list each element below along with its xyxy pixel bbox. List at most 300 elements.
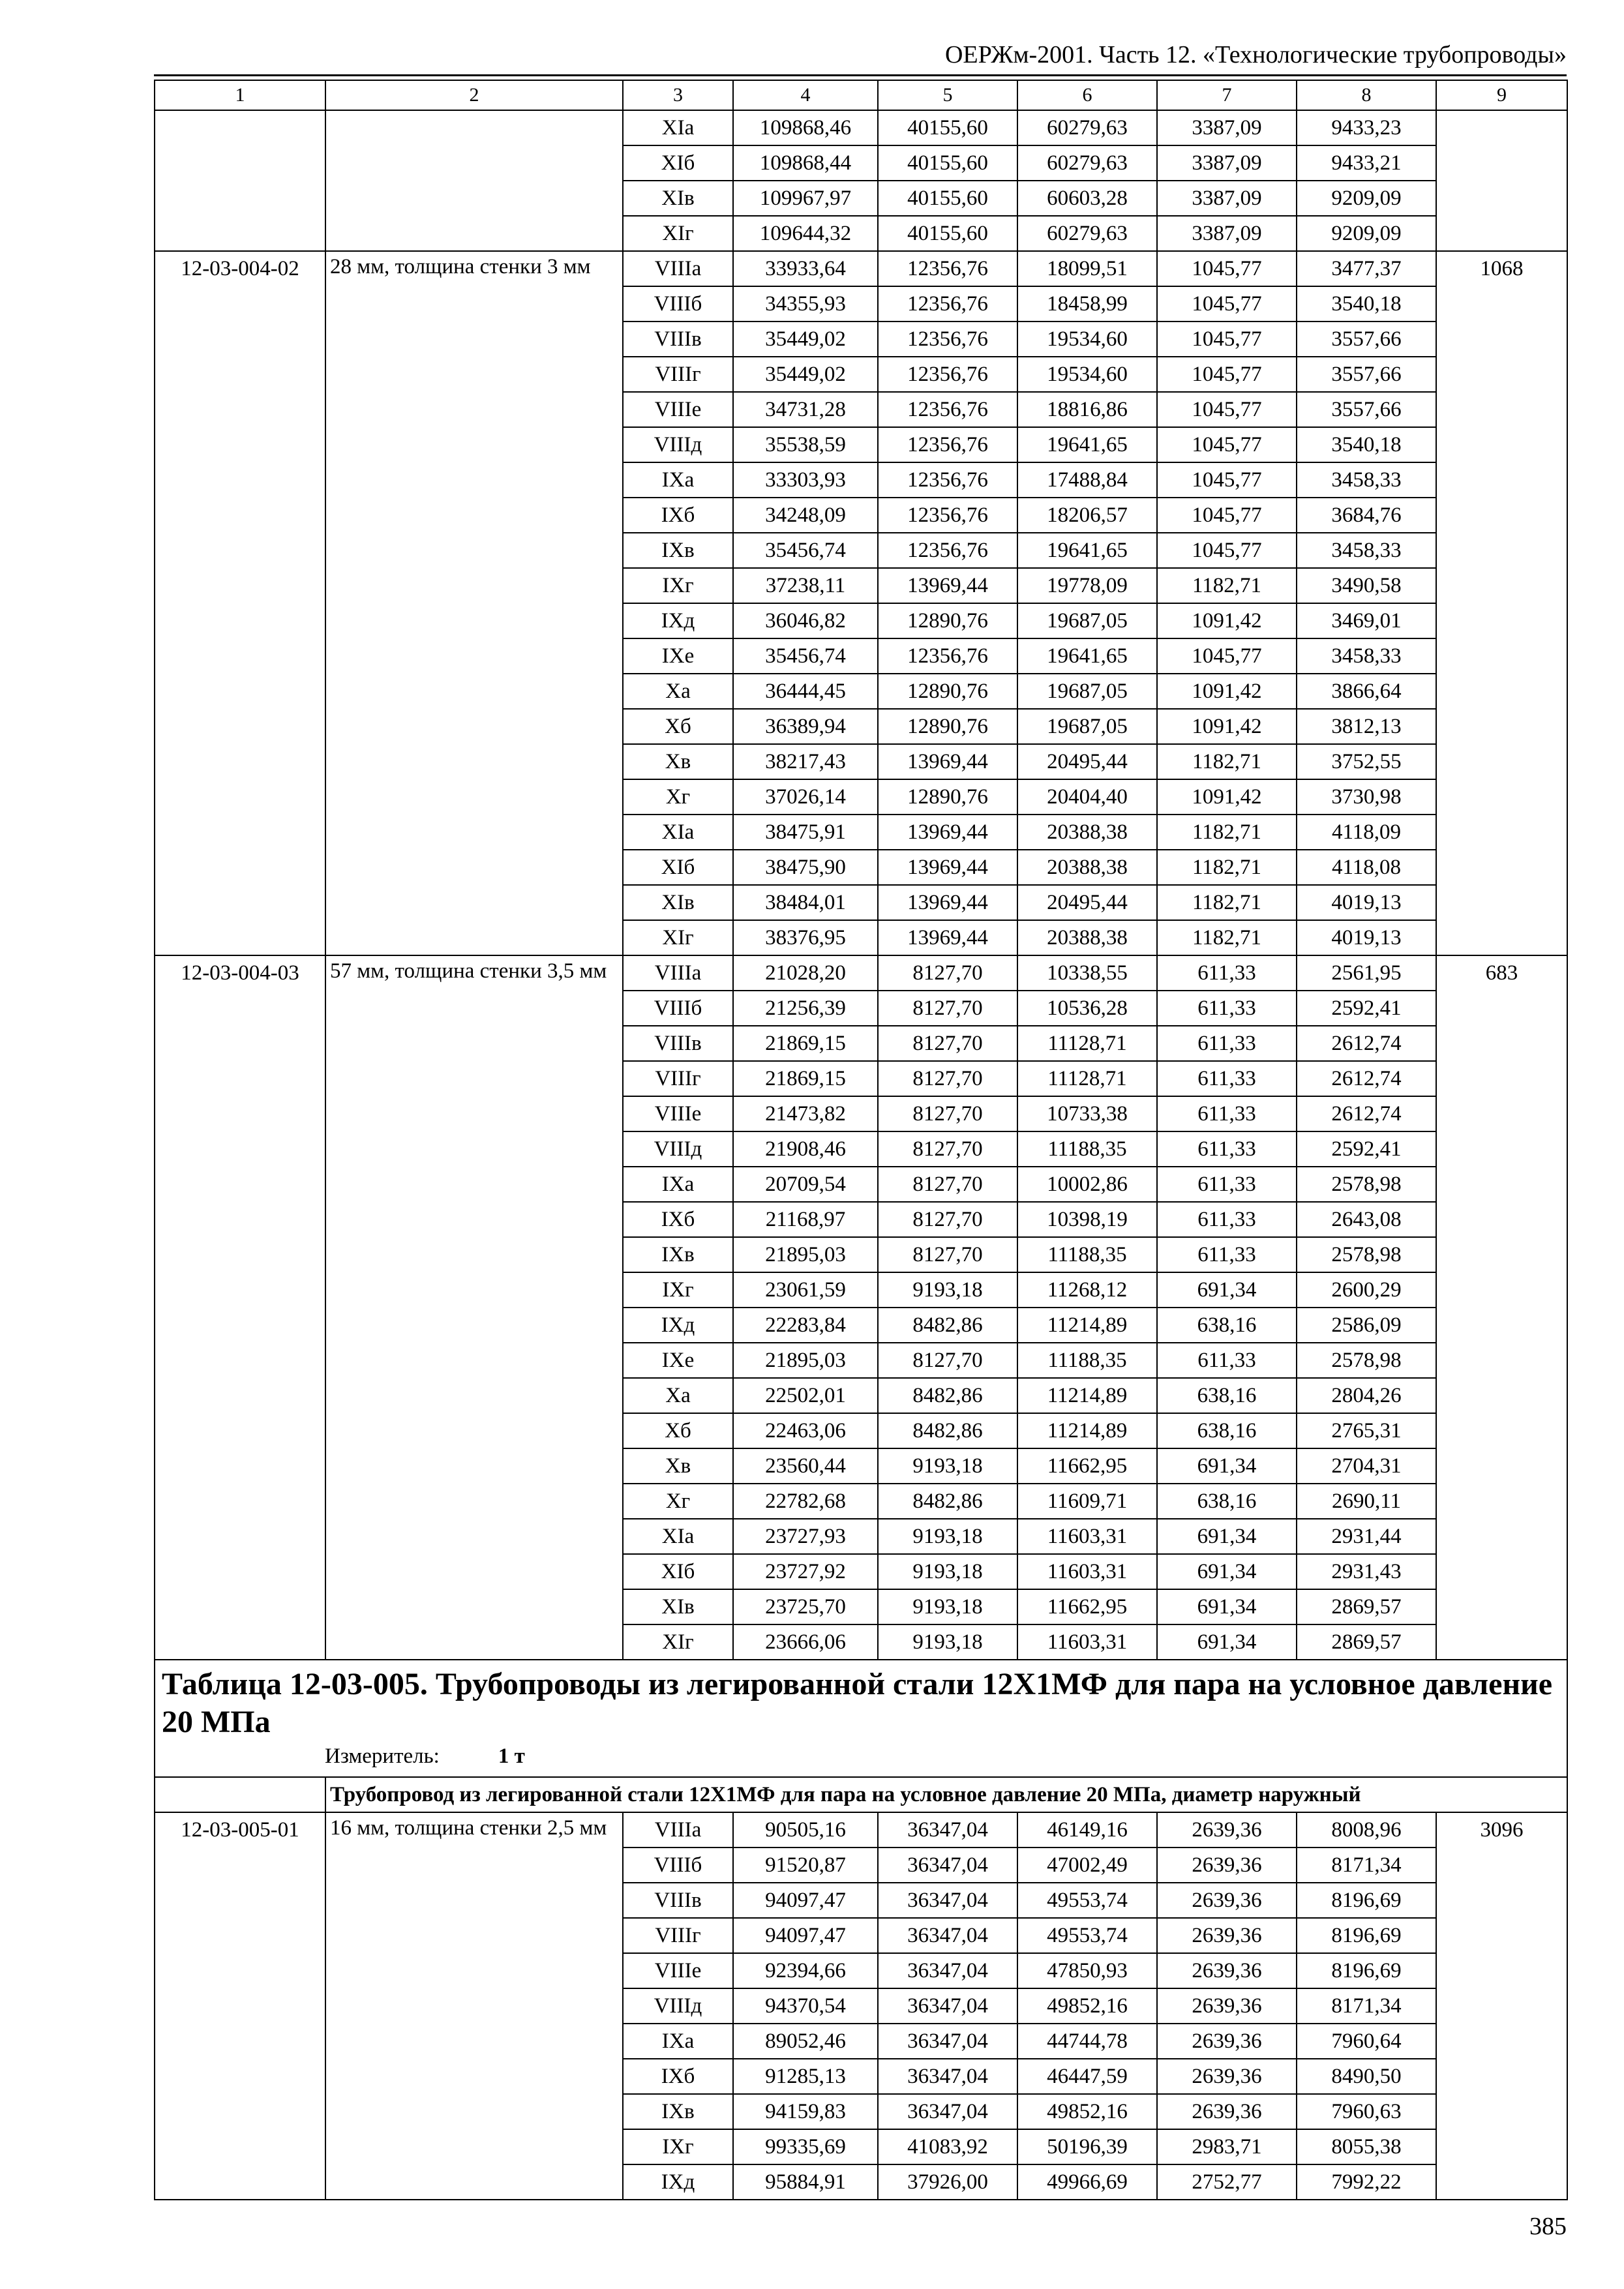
value-cell: 1182,71 [1157,885,1297,920]
zone-cell: IXе [623,1343,733,1378]
value-cell: 11603,31 [1017,1519,1157,1554]
value-cell: 11609,71 [1017,1484,1157,1519]
value-cell: 33303,93 [733,462,878,498]
value-cell: 36444,45 [733,674,878,709]
value-cell: 9209,09 [1297,181,1436,216]
value-cell: 4019,13 [1297,885,1436,920]
value-cell: 12890,76 [878,603,1017,638]
value-cell: 23666,06 [733,1624,878,1660]
zone-cell: VIIIб [623,991,733,1026]
column-number: 1 [155,80,325,110]
value-cell: 22463,06 [733,1413,878,1448]
table-row [155,955,1567,991]
zone-cell: XIв [623,1589,733,1624]
value-cell: 11188,35 [1017,1131,1157,1167]
value-cell: 49553,74 [1017,1918,1157,1953]
value-cell: 8196,69 [1297,1918,1436,1953]
value-cell: 10398,19 [1017,1202,1157,1237]
value-cell: 691,34 [1157,1554,1297,1589]
value-cell: 60279,63 [1017,216,1157,251]
value-cell: 23727,93 [733,1519,878,1554]
zone-cell: VIIIе [623,1953,733,1988]
value-cell: 37238,11 [733,568,878,603]
zone-cell: IXа [623,1167,733,1202]
column-number: 7 [1157,80,1297,110]
value-cell: 94097,47 [733,1883,878,1918]
value-cell: 2578,98 [1297,1237,1436,1272]
value-cell: 2612,74 [1297,1061,1436,1096]
value-cell: 7960,64 [1297,2024,1436,2059]
value-cell: 23061,59 [733,1272,878,1308]
value-cell: 2561,95 [1297,955,1436,991]
value-cell: 3684,76 [1297,498,1436,533]
zone-cell: IXа [623,462,733,498]
value-cell: 3477,37 [1297,251,1436,286]
value-cell: 13969,44 [878,920,1017,955]
value-cell: 1045,77 [1157,322,1297,357]
value-cell: 1182,71 [1157,744,1297,779]
zone-cell: VIIIд [623,427,733,462]
value-cell: 21895,03 [733,1237,878,1272]
value-cell: 49553,74 [1017,1883,1157,1918]
value-cell: 3458,33 [1297,462,1436,498]
value-cell: 691,34 [1157,1624,1297,1660]
value-cell: 60279,63 [1017,145,1157,181]
value-cell: 3730,98 [1297,779,1436,815]
value-cell: 12356,76 [878,533,1017,568]
value-cell: 109967,97 [733,181,878,216]
value-cell: 21168,97 [733,1202,878,1237]
value-cell: 36347,04 [878,1918,1017,1953]
value-cell: 34355,93 [733,286,878,322]
value-cell: 33933,64 [733,251,878,286]
value-cell: 8127,70 [878,991,1017,1026]
value-cell: 109868,46 [733,110,878,145]
value-cell: 8196,69 [1297,1953,1436,1988]
value-cell: 3752,55 [1297,744,1436,779]
value-cell: 12890,76 [878,674,1017,709]
value-cell: 691,34 [1157,1519,1297,1554]
value-cell: 8127,70 [878,1096,1017,1131]
value-cell: 2592,41 [1297,991,1436,1026]
value-cell: 3490,58 [1297,568,1436,603]
value-cell: 2639,36 [1157,2024,1297,2059]
value-cell: 36347,04 [878,2024,1017,2059]
value-cell: 19687,05 [1017,674,1157,709]
zone-cell: VIIIд [623,1988,733,2024]
value-cell: 3458,33 [1297,533,1436,568]
value-cell: 1091,42 [1157,603,1297,638]
value-cell: 2612,74 [1297,1026,1436,1061]
value-cell: 109868,44 [733,145,878,181]
value-cell: 94097,47 [733,1918,878,1953]
value-cell: 8127,70 [878,1343,1017,1378]
value-cell: 91285,13 [733,2059,878,2094]
value-cell: 21869,15 [733,1061,878,1096]
subheader-blank [155,1777,325,1812]
zone-cell: Xг [623,779,733,815]
value-cell: 2869,57 [1297,1589,1436,1624]
value-cell: 36347,04 [878,2094,1017,2129]
zone-cell: VIIIд [623,1131,733,1167]
value-cell: 22283,84 [733,1308,878,1343]
value-cell: 10733,38 [1017,1096,1157,1131]
value-cell: 2643,08 [1297,1202,1436,1237]
value-cell: 13969,44 [878,885,1017,920]
value-cell: 46447,59 [1017,2059,1157,2094]
value-cell: 3557,66 [1297,357,1436,392]
table-title-row [155,1660,1567,1777]
column-number: 6 [1017,80,1157,110]
value-cell: 12890,76 [878,709,1017,744]
value-cell: 3458,33 [1297,638,1436,674]
value-cell: 38475,91 [733,815,878,850]
zone-cell: XIа [623,815,733,850]
zone-cell: VIIIа [623,955,733,991]
value-cell: 11188,35 [1017,1237,1157,1272]
value-cell: 19641,65 [1017,638,1157,674]
value-cell: 21028,20 [733,955,878,991]
value-cell: 20388,38 [1017,850,1157,885]
value-cell: 38376,95 [733,920,878,955]
value-cell: 611,33 [1157,1202,1297,1237]
value-cell: 36347,04 [878,1988,1017,2024]
zone-cell: IXб [623,2059,733,2094]
value-cell: 1045,77 [1157,286,1297,322]
value-cell: 8482,86 [878,1308,1017,1343]
value-cell: 9193,18 [878,1554,1017,1589]
value-cell: 34248,09 [733,498,878,533]
zone-cell: XIб [623,850,733,885]
value-cell: 21473,82 [733,1096,878,1131]
value-cell: 611,33 [1157,991,1297,1026]
value-cell: 2983,71 [1157,2129,1297,2164]
value-cell: 95884,91 [733,2164,878,2200]
value-cell: 611,33 [1157,1026,1297,1061]
value-cell: 2931,43 [1297,1554,1436,1589]
zone-cell: XIа [623,110,733,145]
value-cell: 8127,70 [878,1167,1017,1202]
measure-label: Измеритель: [325,1744,440,1768]
value-cell: 23560,44 [733,1448,878,1484]
item-weight: 3096 [1436,1812,1567,2200]
value-cell: 1091,42 [1157,709,1297,744]
value-cell: 1045,77 [1157,357,1297,392]
value-cell: 36389,94 [733,709,878,744]
zone-cell: IXв [623,2094,733,2129]
value-cell: 20495,44 [1017,885,1157,920]
value-cell: 2804,26 [1297,1378,1436,1413]
item-weight: 1068 [1436,251,1567,955]
zone-cell: XIг [623,920,733,955]
column-number: 5 [878,80,1017,110]
value-cell: 35538,59 [733,427,878,462]
value-cell: 49852,16 [1017,2094,1157,2129]
value-cell: 44744,78 [1017,2024,1157,2059]
value-cell: 17488,84 [1017,462,1157,498]
page-number: 385 [1529,2213,1567,2240]
zone-cell: VIIIв [623,322,733,357]
value-cell: 1182,71 [1157,815,1297,850]
zone-cell: Xв [623,1448,733,1484]
value-cell: 18099,51 [1017,251,1157,286]
table-subheader: Трубопровод из легированной стали 12Х1МФ для пара на условное давление 20 МПа, диаметр наружный [325,1777,1567,1812]
zone-cell: IXг [623,2129,733,2164]
zone-cell: XIг [623,1624,733,1660]
value-cell: 1182,71 [1157,920,1297,955]
value-cell: 34731,28 [733,392,878,427]
value-cell: 1045,77 [1157,392,1297,427]
item-description [325,110,623,251]
value-cell: 60279,63 [1017,110,1157,145]
value-cell: 40155,60 [878,145,1017,181]
item-weight: 683 [1436,955,1567,1660]
value-cell: 11188,35 [1017,1343,1157,1378]
value-cell: 38475,90 [733,850,878,885]
value-cell: 3812,13 [1297,709,1436,744]
item-code: 12-03-004-02 [155,251,325,955]
value-cell: 19687,05 [1017,709,1157,744]
value-cell: 19641,65 [1017,427,1157,462]
value-cell: 2586,09 [1297,1308,1436,1343]
zone-cell: Xа [623,674,733,709]
zone-cell: IXд [623,603,733,638]
value-cell: 3469,01 [1297,603,1436,638]
item-code: 12-03-005-01 [155,1812,325,2200]
value-cell: 91520,87 [733,1848,878,1883]
table-title: Таблица 12-03-005. Трубопроводы из легированной стали 12Х1МФ для пара на условное давление 20 МПа [162,1667,1553,1739]
value-cell: 8055,38 [1297,2129,1436,2164]
value-cell: 35449,02 [733,357,878,392]
value-cell: 35449,02 [733,322,878,357]
value-cell: 4118,08 [1297,850,1436,885]
column-number: 2 [325,80,623,110]
value-cell: 22502,01 [733,1378,878,1413]
zone-cell: VIIIб [623,1848,733,1883]
zone-cell: IXб [623,498,733,533]
value-cell: 9193,18 [878,1589,1017,1624]
value-cell: 12356,76 [878,286,1017,322]
zone-cell: VIIIб [623,286,733,322]
value-cell: 4118,09 [1297,815,1436,850]
value-cell: 94159,83 [733,2094,878,2129]
value-cell: 2578,98 [1297,1343,1436,1378]
value-cell: 691,34 [1157,1448,1297,1484]
value-cell: 2704,31 [1297,1448,1436,1484]
value-cell: 36046,82 [733,603,878,638]
value-cell: 3387,09 [1157,216,1297,251]
column-number: 3 [623,80,733,110]
value-cell: 40155,60 [878,110,1017,145]
value-cell: 11214,89 [1017,1308,1157,1343]
value-cell: 10002,86 [1017,1167,1157,1202]
value-cell: 21869,15 [733,1026,878,1061]
value-cell: 19778,09 [1017,568,1157,603]
value-cell: 1045,77 [1157,498,1297,533]
value-cell: 611,33 [1157,1096,1297,1131]
value-cell: 3557,66 [1297,392,1436,427]
measure-value: 1 т [498,1744,525,1768]
value-cell: 18816,86 [1017,392,1157,427]
value-cell: 46149,16 [1017,1812,1157,1848]
zone-cell: IXа [623,2024,733,2059]
value-cell: 12356,76 [878,392,1017,427]
zone-cell: VIIIа [623,1812,733,1848]
value-cell: 12356,76 [878,462,1017,498]
zone-cell: Xб [623,709,733,744]
value-cell: 638,16 [1157,1484,1297,1519]
value-cell: 8008,96 [1297,1812,1436,1848]
value-cell: 3540,18 [1297,286,1436,322]
value-cell: 2592,41 [1297,1131,1436,1167]
value-cell: 21908,46 [733,1131,878,1167]
zone-cell: XIб [623,1554,733,1589]
value-cell: 8482,86 [878,1378,1017,1413]
value-cell: 38217,43 [733,744,878,779]
item-code [155,110,325,251]
zone-cell: XIв [623,885,733,920]
value-cell: 109644,32 [733,216,878,251]
value-cell: 8482,86 [878,1413,1017,1448]
value-cell: 92394,66 [733,1953,878,1988]
value-cell: 8171,34 [1297,1848,1436,1883]
value-cell: 20388,38 [1017,920,1157,955]
value-cell: 2639,36 [1157,1988,1297,2024]
value-cell: 12356,76 [878,251,1017,286]
value-cell: 12890,76 [878,779,1017,815]
zone-cell: XIб [623,145,733,181]
zone-cell: XIг [623,216,733,251]
zone-cell: VIIIг [623,1918,733,1953]
zone-cell: VIIIа [623,251,733,286]
value-cell: 1182,71 [1157,850,1297,885]
table-row [155,110,1567,145]
value-cell: 99335,69 [733,2129,878,2164]
value-cell: 22782,68 [733,1484,878,1519]
zone-cell: VIIIе [623,1096,733,1131]
value-cell: 12356,76 [878,498,1017,533]
value-cell: 36347,04 [878,1848,1017,1883]
value-cell: 638,16 [1157,1308,1297,1343]
zone-cell: Xб [623,1413,733,1448]
item-description: 57 мм, толщина стенки 3,5 мм [325,955,623,1660]
value-cell: 19534,60 [1017,322,1157,357]
value-cell: 40155,60 [878,181,1017,216]
value-cell: 11603,31 [1017,1624,1157,1660]
value-cell: 49852,16 [1017,1988,1157,2024]
value-cell: 13969,44 [878,850,1017,885]
column-number: 8 [1297,80,1436,110]
value-cell: 36347,04 [878,1953,1017,1988]
value-cell: 11214,89 [1017,1413,1157,1448]
value-cell: 11662,95 [1017,1448,1157,1484]
header-rule [154,74,1567,76]
value-cell: 2639,36 [1157,1812,1297,1848]
value-cell: 2639,36 [1157,1883,1297,1918]
value-cell: 36347,04 [878,1883,1017,1918]
table-row [155,1812,1567,1848]
value-cell: 3387,09 [1157,110,1297,145]
value-cell: 10338,55 [1017,955,1157,991]
value-cell: 13969,44 [878,815,1017,850]
table-row [155,251,1567,286]
value-cell: 47002,49 [1017,1848,1157,1883]
value-cell: 9193,18 [878,1519,1017,1554]
zone-cell: Xг [623,1484,733,1519]
value-cell: 3557,66 [1297,322,1436,357]
zone-cell: IXд [623,2164,733,2200]
value-cell: 691,34 [1157,1589,1297,1624]
value-cell: 94370,54 [733,1988,878,2024]
value-cell: 11128,71 [1017,1061,1157,1096]
value-cell: 49966,69 [1017,2164,1157,2200]
value-cell: 611,33 [1157,1131,1297,1167]
value-cell: 611,33 [1157,1061,1297,1096]
value-cell: 23727,92 [733,1554,878,1589]
value-cell: 691,34 [1157,1272,1297,1308]
value-cell: 11268,12 [1017,1272,1157,1308]
value-cell: 9193,18 [878,1624,1017,1660]
value-cell: 1045,77 [1157,427,1297,462]
value-cell: 8196,69 [1297,1883,1436,1918]
column-number: 4 [733,80,878,110]
value-cell: 1045,77 [1157,462,1297,498]
value-cell: 8127,70 [878,1131,1017,1167]
value-cell: 9193,18 [878,1272,1017,1308]
value-cell: 36347,04 [878,1812,1017,1848]
value-cell: 3387,09 [1157,181,1297,216]
value-cell: 1045,77 [1157,251,1297,286]
value-cell: 2931,44 [1297,1519,1436,1554]
zone-cell: VIIIв [623,1026,733,1061]
value-cell: 9209,09 [1297,216,1436,251]
zone-cell: IXб [623,1202,733,1237]
value-cell: 60603,28 [1017,181,1157,216]
value-cell: 8127,70 [878,955,1017,991]
value-cell: 7992,22 [1297,2164,1436,2200]
value-cell: 21895,03 [733,1343,878,1378]
value-cell: 2752,77 [1157,2164,1297,2200]
value-cell: 12356,76 [878,427,1017,462]
zone-cell: VIIIе [623,392,733,427]
value-cell: 8482,86 [878,1484,1017,1519]
value-cell: 18458,99 [1017,286,1157,322]
zone-cell: IXв [623,1237,733,1272]
value-cell: 611,33 [1157,955,1297,991]
value-cell: 41083,92 [878,2129,1017,2164]
value-cell: 2869,57 [1297,1624,1436,1660]
value-cell: 10536,28 [1017,991,1157,1026]
value-cell: 9433,21 [1297,145,1436,181]
value-cell: 13969,44 [878,568,1017,603]
value-cell: 2612,74 [1297,1096,1436,1131]
zone-cell: IXг [623,1272,733,1308]
value-cell: 8127,70 [878,1237,1017,1272]
zone-cell: IXд [623,1308,733,1343]
value-cell: 8490,50 [1297,2059,1436,2094]
zone-cell: IXе [623,638,733,674]
value-cell: 2690,11 [1297,1484,1436,1519]
value-cell: 35456,74 [733,638,878,674]
zone-cell: Xв [623,744,733,779]
value-cell: 2639,36 [1157,1918,1297,1953]
value-cell: 9433,23 [1297,110,1436,145]
item-description: 28 мм, толщина стенки 3 мм [325,251,623,955]
value-cell: 4019,13 [1297,920,1436,955]
zone-cell: Xа [623,1378,733,1413]
value-cell: 47850,93 [1017,1953,1157,1988]
value-cell: 611,33 [1157,1237,1297,1272]
